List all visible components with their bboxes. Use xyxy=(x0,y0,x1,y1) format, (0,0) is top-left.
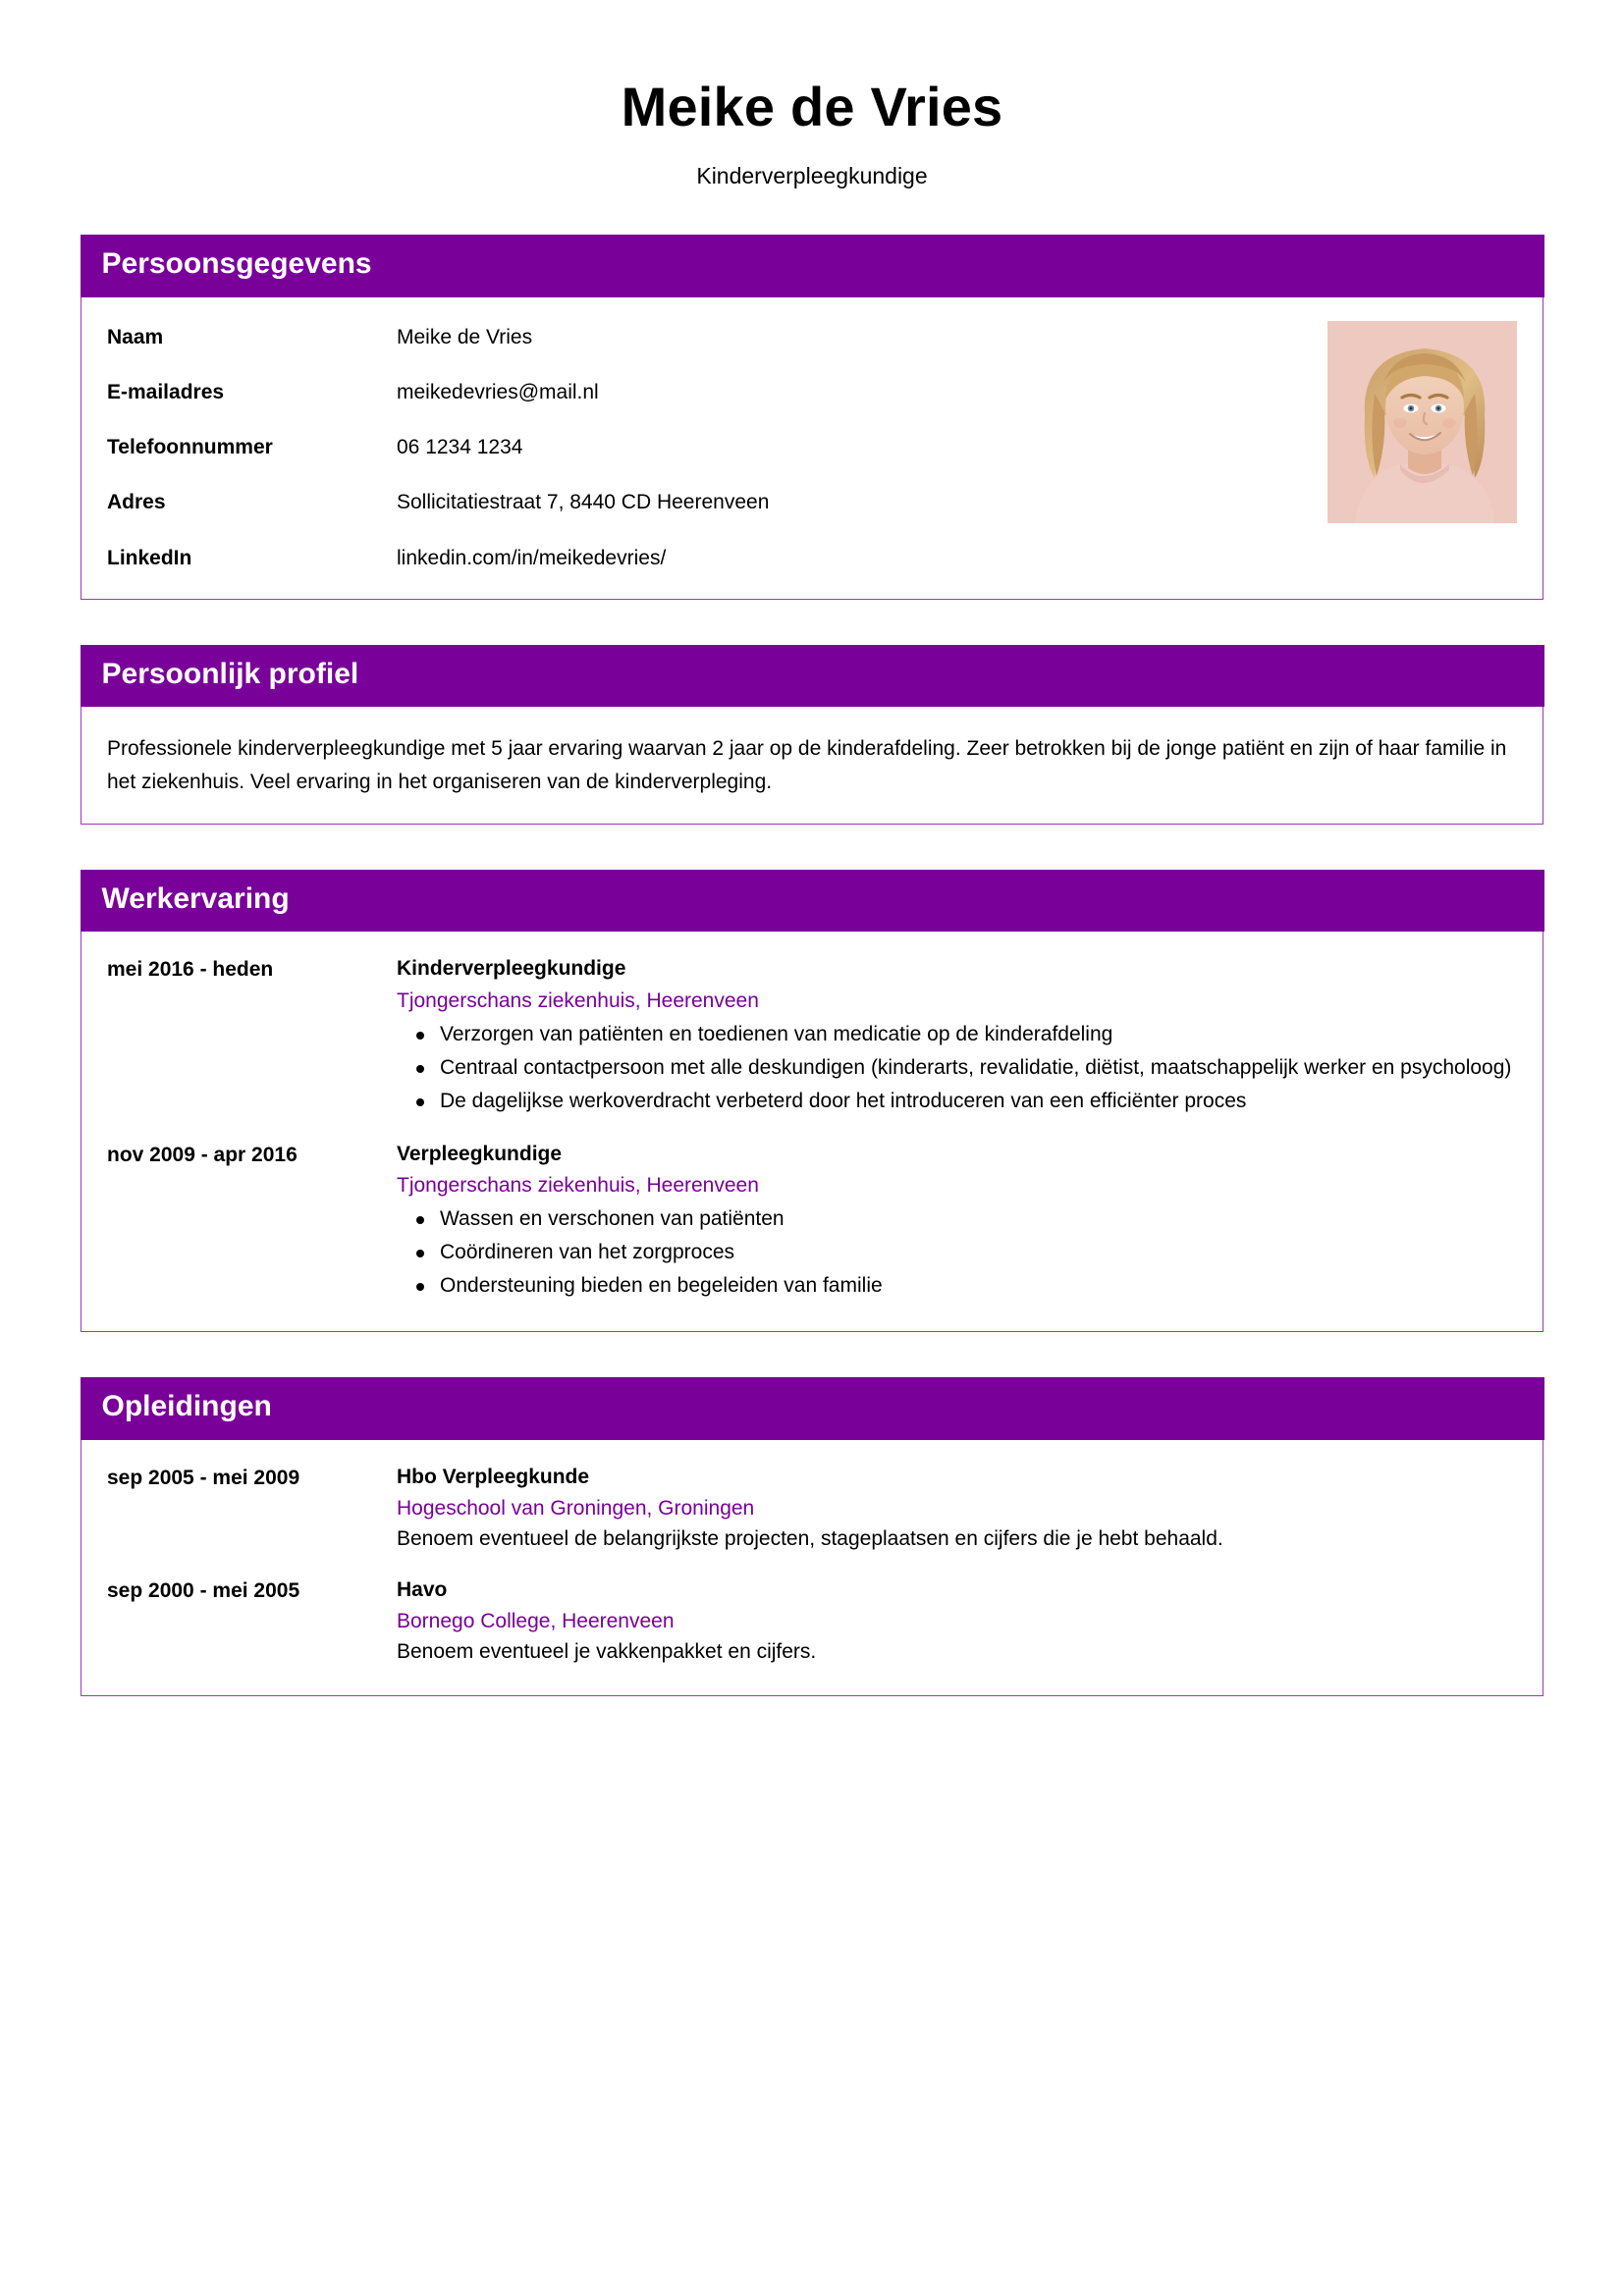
contact-value-linkedin: linkedin.com/in/meikedevries/ xyxy=(397,546,667,569)
experience-detail xyxy=(397,955,1517,1118)
contact-row-telefoonnummer xyxy=(107,435,1310,460)
education-period: sep 2005 - mei 2009 xyxy=(107,1466,300,1489)
education-detail xyxy=(397,1576,1517,1668)
education-entry xyxy=(107,1576,1517,1668)
contact-row-naam xyxy=(107,325,1310,350)
cv-header xyxy=(81,0,1543,189)
education-period: sep 2000 - mei 2005 xyxy=(107,1578,300,1602)
contact-value-telefoonnummer: 06 1234 1234 xyxy=(397,436,523,459)
contact-row-adres xyxy=(107,490,1310,515)
education-description: Benoem eventueel je vakkenpakket en cijfers. xyxy=(397,1640,817,1664)
experience-organisation: Tjongerschans ziekenhuis, Heerenveen xyxy=(397,988,759,1012)
section-opleidingen xyxy=(81,1377,1543,1696)
education-institution: Hogeschool van Groningen, Groningen xyxy=(397,1496,755,1520)
contact-label-linkedin: LinkedIn xyxy=(107,546,192,569)
contact-value-email: meikedevries@mail.nl xyxy=(397,380,599,403)
section-header-persoonlijk-profiel: Persoonlijk profiel xyxy=(81,645,1544,708)
education-entry xyxy=(107,1464,1517,1555)
experience-bullet-list xyxy=(397,1203,1517,1302)
contact-row-linkedin xyxy=(107,546,1310,571)
section-header-werkervaring: Werkervaring xyxy=(81,870,1544,933)
section-header-persoonsgegevens: Persoonsgegevens xyxy=(81,235,1544,297)
werkervaring-body xyxy=(81,932,1543,1331)
persoonsgegevens-body xyxy=(81,297,1543,599)
experience-entry xyxy=(107,1141,1517,1304)
experience-organisation: Tjongerschans ziekenhuis, Heerenveen xyxy=(397,1173,759,1197)
contact-value-adres: Sollicitatiestraat 7, 8440 CD Heerenveen xyxy=(397,491,770,514)
profile-paragraph: Professionele kinderverpleegkundige met 5 jaar ervaring waarvan 2 jaar op de kinderafdeling. Zeer betrokken bij de jonge patiënt en zijn of haar familie in het ziekenhuis. Veel ervaring in het organiseren van de kinderverpleging. xyxy=(107,737,1507,793)
experience-entry xyxy=(107,955,1517,1118)
section-persoonlijk-profiel xyxy=(81,645,1543,825)
section-header-opleidingen: Opleidingen xyxy=(81,1377,1544,1440)
list-item: De dagelijkse werkoverdracht verbeterd door het introduceren van een efficiënter proces xyxy=(397,1086,1517,1117)
experience-job-title: Verpleegkundige xyxy=(397,1142,563,1165)
contact-field-list xyxy=(107,319,1310,575)
contact-label-telefoonnummer: Telefoonnummer xyxy=(107,436,273,459)
contact-label-naam: Naam xyxy=(107,325,164,348)
experience-bullet-list xyxy=(397,1019,1517,1117)
persoonlijk-profiel-body xyxy=(81,707,1543,823)
job-title-subtitle: Kinderverpleegkundige xyxy=(696,162,928,188)
education-degree: Havo xyxy=(397,1577,448,1601)
experience-job-title: Kinderverpleegkundige xyxy=(397,957,626,981)
experience-detail xyxy=(397,1141,1517,1304)
list-item: Wassen en verschonen van patiënten xyxy=(397,1203,1517,1235)
experience-period: mei 2016 - heden xyxy=(107,958,274,982)
contact-label-adres: Adres xyxy=(107,491,166,514)
list-item: Ondersteuning bieden en begeleiden van familie xyxy=(397,1270,1517,1302)
opleidingen-body xyxy=(81,1440,1543,1695)
education-description: Benoem eventueel de belangrijkste projecten, stageplaatsen en cijfers die je hebt behaald. xyxy=(397,1527,1223,1551)
avatar xyxy=(1327,321,1517,523)
list-item: Centraal contactpersoon met alle deskundigen (kinderarts, revalidatie, diëtist, maatschappelijk werker en psycholoog) xyxy=(397,1052,1517,1084)
experience-period: nov 2009 - apr 2016 xyxy=(107,1143,298,1166)
page-title: Meike de Vries xyxy=(621,76,1003,137)
list-item: Coördineren van het zorgproces xyxy=(397,1237,1517,1268)
contact-label-email: E-mailadres xyxy=(107,380,225,403)
portrait-photo-icon xyxy=(1327,321,1517,523)
education-institution: Bornego College, Heerenveen xyxy=(397,1610,675,1633)
section-werkervaring xyxy=(81,870,1543,1332)
contact-value-naam: Meike de Vries xyxy=(397,325,533,348)
education-degree: Hbo Verpleegkunde xyxy=(397,1465,590,1488)
list-item: Verzorgen van patiënten en toedienen van medicatie op de kinderafdeling xyxy=(397,1019,1517,1050)
education-detail xyxy=(397,1464,1517,1555)
section-persoonsgegevens xyxy=(81,235,1543,600)
contact-row-email xyxy=(107,380,1310,405)
